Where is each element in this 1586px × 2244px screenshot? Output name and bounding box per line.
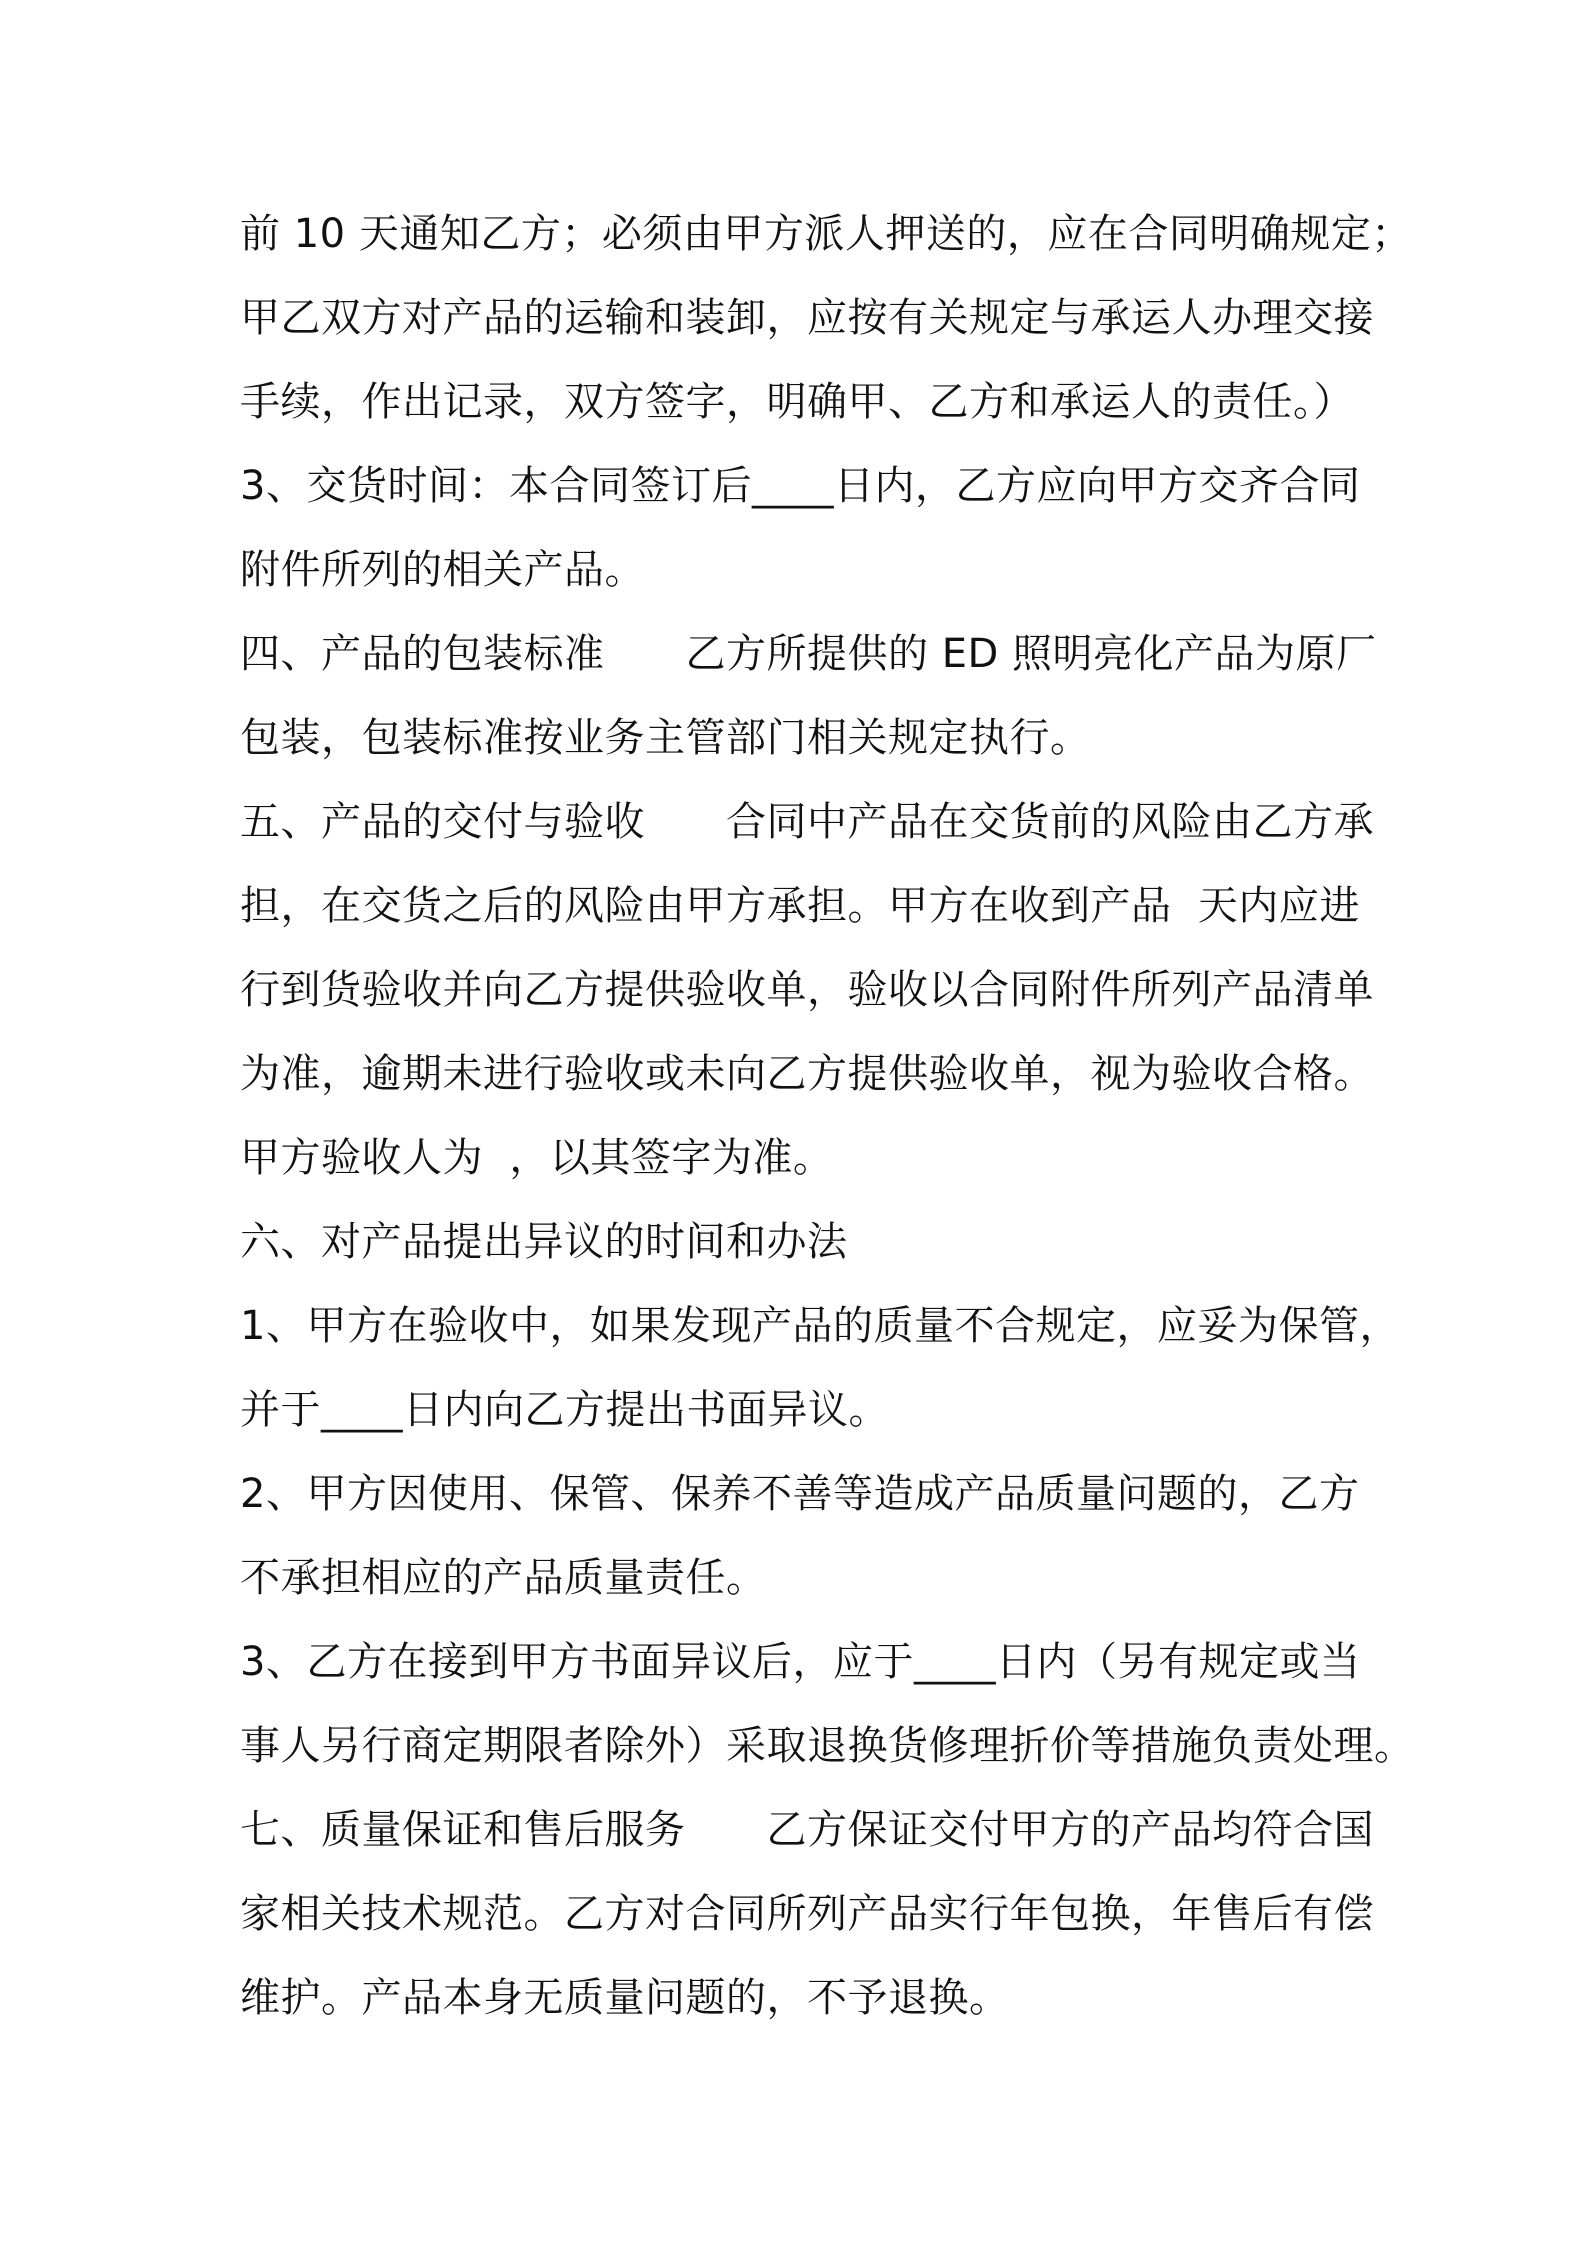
text-line: 并于____日内向乙方提出书面异议。 — [240, 1387, 889, 1433]
text-line: 前 10 天通知乙方；必须由甲方派人押送的，应在合同明确规定； — [240, 211, 1412, 257]
section-heading-line: 七、质量保证和售后服务 乙方保证交付甲方的产品均符合国 — [240, 1807, 1374, 1853]
text-line: 行到货验收并向乙方提供验收单，验收以合同附件所列产品清单 — [240, 967, 1374, 1013]
section-heading-line: 四、产品的包装标准 乙方所提供的 ED 照明亮化产品为原厂 — [240, 631, 1377, 677]
section-heading-line: 六、对产品提出异议的时间和办法 — [240, 1219, 848, 1265]
text-line: 事人另行商定期限者除外）采取退换货修理折价等措施负责处理。 — [240, 1723, 1415, 1769]
section-heading-line: 五、产品的交付与验收 合同中产品在交货前的风险由乙方承 — [240, 799, 1374, 845]
text-line: 3、乙方在接到甲方书面异议后，应于____日内（另有规定或当 — [240, 1639, 1361, 1685]
text-line: 不承担相应的产品质量责任。 — [240, 1555, 767, 1601]
text-line: 甲乙双方对产品的运输和装卸，应按有关规定与承运人办理交接 — [240, 295, 1374, 341]
text-line: 附件所列的相关产品。 — [240, 547, 645, 593]
text-line: 家相关技术规范。乙方对合同所列产品实行年包换，年售后有偿 — [240, 1891, 1374, 1937]
text-line: 1、甲方在验收中，如果发现产品的质量不合规定，应妥为保管， — [240, 1303, 1400, 1349]
text-line: 2、甲方因使用、保管、保养不善等造成产品质量问题的，乙方 — [240, 1471, 1360, 1517]
text-line: 维护。产品本身无质量问题的，不予退换。 — [240, 1975, 1010, 2021]
text-line: 手续，作出记录，双方签字，明确甲、乙方和承运人的责任。） — [240, 379, 1354, 425]
text-line: 担，在交货之后的风险由甲方承担。甲方在收到产品 天内应进 — [240, 883, 1360, 929]
text-line: 为准，逾期未进行验收或未向乙方提供验收单，视为验收合格。 — [240, 1051, 1374, 1097]
document-body — [240, 192, 1415, 2040]
text-line: 包装，包装标准按业务主管部门相关规定执行。 — [240, 715, 1091, 761]
text-line: 甲方验收人为 ，以其签字为准。 — [240, 1135, 834, 1181]
text-line: 3、交货时间：本合同签订后____日内，乙方应向甲方交齐合同 — [240, 463, 1361, 509]
